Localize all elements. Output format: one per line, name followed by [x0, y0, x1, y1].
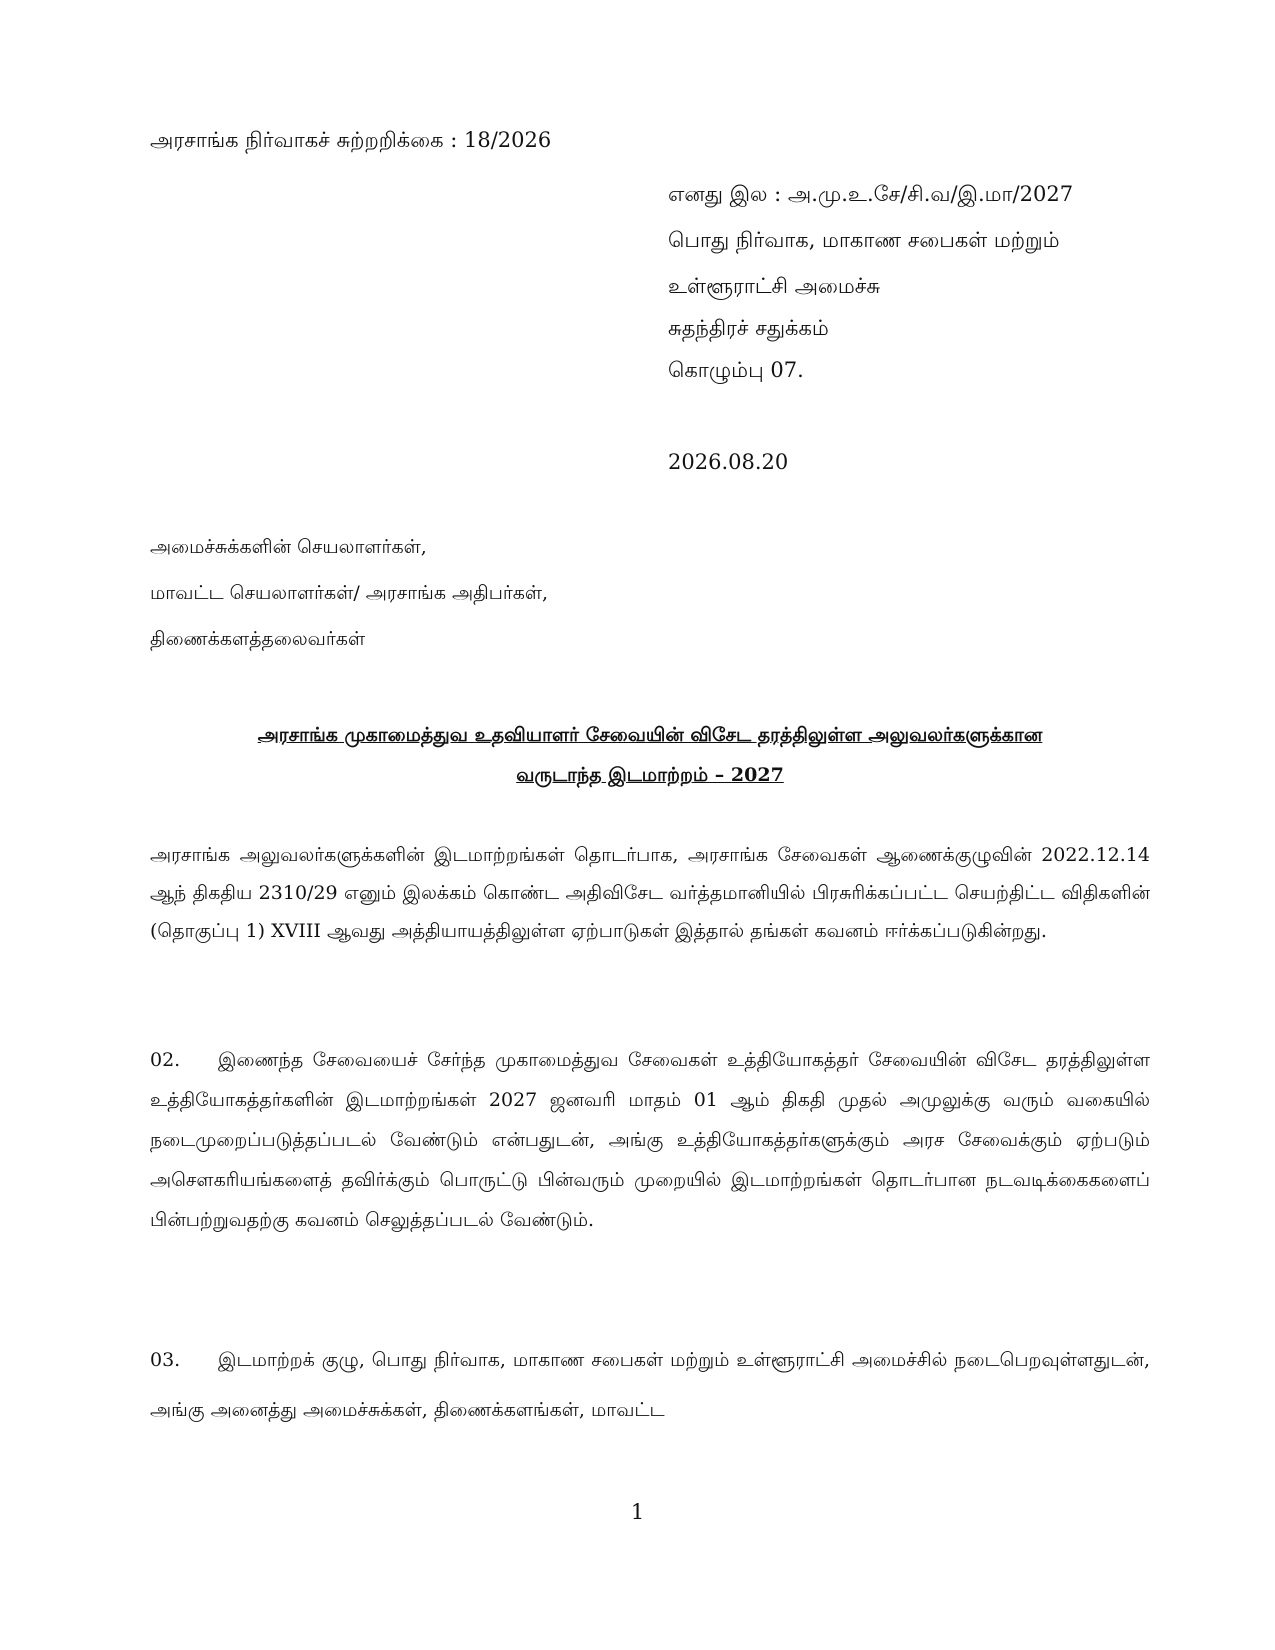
page-number: 1 — [630, 1500, 645, 1524]
document-title — [150, 715, 1150, 795]
paragraph-text: இடமாற்றக் குழு, பொது நிர்வாக, மாகாண சபைகள் மற்றும் உள்ளூராட்சி அமைச்சில் நடைபெறவுள்ளதுடன், அங்கு அனைத்து அமைச்சுக்கள், திணைக்களங்கள், மாவட்ட — [150, 1349, 1150, 1421]
recipient-line: திணைக்களத்தலைவர்கள் — [150, 628, 366, 650]
paragraph-number: 02. — [150, 1049, 181, 1071]
sender-address-line: சுதந்திரச் சதுக்கம் — [668, 316, 829, 340]
letter-date: 2026.08.20 — [668, 450, 789, 474]
paragraph-1: அரசாங்க அலுவலர்களுக்களின் இடமாற்றங்கள் தொடர்பாக, அரசாங்க சேவைகள் ஆணைக்குழுவின் 2022.12.14 ஆந் திகதிய 2310/29 எனும் இலக்கம் கொண்ட அதிவிசேட வர்த்தமானியில் பிரசுரிக்கப்பட்ட செயற்திட்ட விதிகளின் (தொகுப்பு 1) XVIII ஆவது அத்தியாயத்திலுள்ள ஏற்பாடுகள் இத்தால் தங்கள் கவனம் ஈர்க்கப்படுகின்றது. — [150, 844, 1150, 942]
circular-number: அரசாங்க நிர்வாகச் சுற்றறிக்கை : 18/2026 — [150, 128, 552, 152]
paragraph-2 — [150, 1040, 1150, 1240]
recipient-line: அமைச்சுக்களின் செயலாளர்கள், — [150, 536, 427, 558]
sender-address-line: உள்ளூராட்சி அமைச்சு — [668, 274, 881, 298]
paragraph-3 — [150, 1335, 1150, 1435]
paragraph-text: இணைந்த சேவையைச் சேர்ந்த முகாமைத்துவ சேவைகள் உத்தியோகத்தர் சேவையின் விசேட தரத்திலுள்ள உத்தியோகத்தர்களின் இடமாற்றங்கள் 2027 ஜனவரி மாதம் 01 ஆம் திகதி முதல் அமுலுக்கு வரும் வகையில் நடைமுறைப்படுத்தப்படல் வேண்டும் என்பதுடன், அங்கு உத்தியோகத்தர்களுக்கும் அரச சேவைக்கும் ஏற்படும் அசௌகரியங்களைத் தவிர்க்கும் பொருட்டு பின்வரும் முறையில் இடமாற்றங்கள் தொடர்பான நடவடிக்கைகளைப் பின்பற்றுவதற்கு கவனம் செலுத்தப்படல் வேண்டும். — [150, 1049, 1150, 1231]
title-line: வருடாந்த இடமாற்றம் – 2027 — [516, 764, 784, 786]
recipients-block — [150, 536, 548, 674]
paragraph-number: 03. — [150, 1349, 181, 1371]
sender-address-line: பொது நிர்வாக, மாகாண சபைகள் மற்றும் — [668, 228, 1060, 252]
title-line: அரசாங்க முகாமைத்துவ உதவியாளர் சேவையின் விசேட தரத்திலுள்ள அலுவலர்களுக்கான — [257, 724, 1043, 746]
recipient-line: மாவட்ட செயலாளர்கள்/ அரசாங்க அதிபர்கள், — [150, 582, 549, 604]
sender-address-block — [668, 182, 1073, 404]
reference-number: எனது இல : அ.மு.உ.சே/சி.வ/இ.மா/2027 — [668, 182, 1074, 206]
sender-address-line: கொழும்பு 07. — [668, 358, 804, 382]
